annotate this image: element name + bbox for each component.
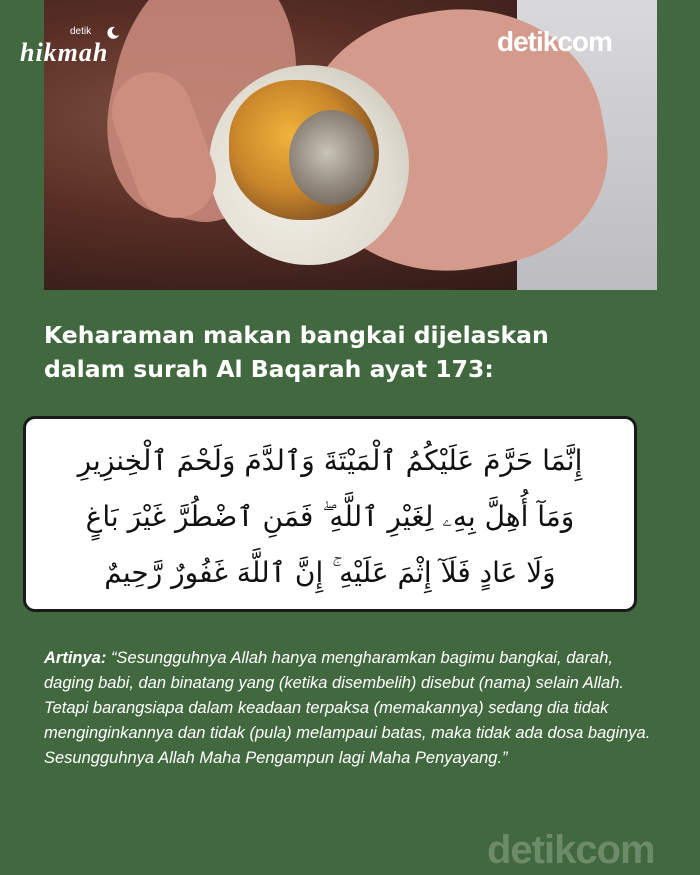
headline-line-1: Keharaman makan bangkai dijelaskan — [44, 321, 549, 349]
translation-text: “Sesungguhnya Allah hanya mengharamkan bagimu bangkai, darah, daging babi, dan binatang yang (ketika disembelih) disebut (nama) selain Allah. Tetapi barangsiapa dalam keadaan terpaksa (memakannya) sedang dia tidak menginginkannya dan tidak (pula) melampaui batas, maka tidak ada dosa baginya. Sesungguhnya Allah Maha Pengampun lagi Maha Penyayang.” — [44, 649, 651, 767]
logo-big-text: hikmah — [20, 38, 109, 67]
verse-line-3: وَلَا عَادٍ فَلَآ إِثْمَ عَلَيْهِ ۚ إِنَّ ٱللَّهَ غَفُورٌ رَّحِيمٌ — [104, 556, 556, 589]
translation-paragraph — [44, 646, 664, 771]
translation-label: Artinya: — [44, 649, 107, 667]
headline-line-2: dalam surah Al Baqarah ayat 173: — [44, 355, 494, 383]
headline — [44, 318, 664, 386]
verse-line-1: إِنَّمَا حَرَّمَ عَلَيْكُمُ ٱلْمَيْتَةَ وَٱلدَّمَ وَلَحْمَ ٱلْخِنزِيرِ — [77, 444, 583, 477]
detik-hikmah-logo — [20, 26, 140, 70]
quran-verse-box — [23, 416, 637, 612]
logo-small-text: detik — [70, 26, 92, 37]
detikcom-logo-top: detikcom — [497, 26, 612, 57]
verse-line-2: وَمَآ أُهِلَّ بِهِۦ لِغَيْرِ ٱللَّهِ ۖ فَمَنِ ٱضْطُرَّ غَيْرَ بَاغٍ — [85, 500, 575, 533]
photo-embryo — [289, 110, 374, 205]
detikcom-watermark: detikcom — [487, 828, 655, 872]
